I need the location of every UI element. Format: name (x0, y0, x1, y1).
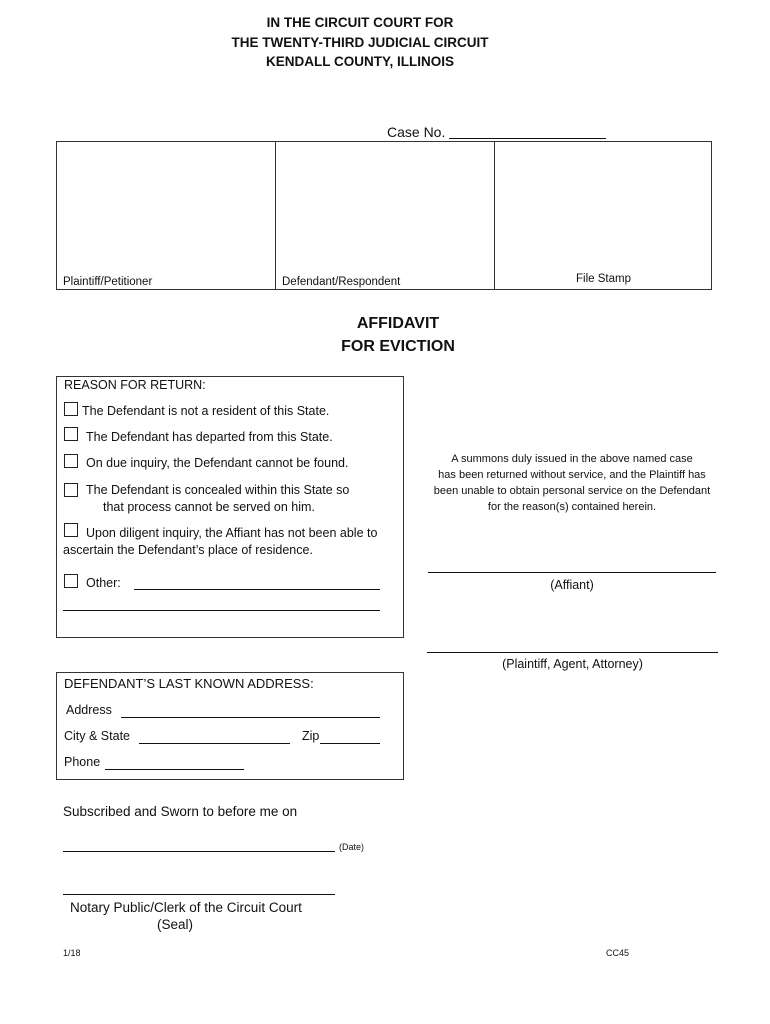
address-heading: DEFENDANT’S LAST KNOWN ADDRESS: (64, 676, 314, 691)
city-state-field[interactable] (139, 743, 290, 744)
other-reason-field-line2[interactable] (63, 610, 380, 611)
case-number-field[interactable] (449, 138, 606, 139)
plaintiff-agent-signature-line[interactable] (427, 652, 718, 653)
plaintiff-agent-label: (Plaintiff, Agent, Attorney) (502, 657, 643, 671)
reason-label-not-resident: The Defendant is not a resident of this State. (82, 404, 330, 418)
phone-field[interactable] (105, 769, 244, 770)
affiant-signature-line[interactable] (428, 572, 716, 573)
court-header-line1: IN THE CIRCUIT COURT FOR (266, 15, 454, 30)
reason-checkbox-not-found[interactable] (64, 454, 78, 468)
caption-divider (494, 141, 495, 290)
other-reason-field[interactable] (134, 589, 380, 590)
reason-label-concealed: The Defendant is concealed within this State so (86, 483, 350, 497)
reason-label-not-found: On due inquiry, the Defendant cannot be found. (86, 456, 349, 470)
reason-label-residence-unknown-cont: ascertain the Defendant’s place of residence. (63, 543, 313, 557)
summons-note-line1: A summons duly issued in the above named case (451, 453, 693, 465)
sworn-text: Subscribed and Sworn to before me on (63, 804, 298, 819)
court-header-line3: KENDALL COUNTY, ILLINOIS (265, 54, 454, 69)
court-header (0, 13, 720, 72)
defendant-field[interactable] (276, 142, 493, 270)
notary-signature-line[interactable] (63, 894, 335, 895)
summons-note (422, 451, 722, 515)
case-number-label: Case No. (387, 124, 446, 140)
reason-checkbox-concealed[interactable] (64, 483, 78, 497)
summons-note-line3: been unable to obtain personal service on the Defendant (433, 485, 711, 497)
zip-label: Zip (302, 729, 320, 743)
seal-label: (Seal) (157, 917, 194, 932)
reason-checkbox-residence-unknown[interactable] (64, 523, 78, 537)
form-title (0, 312, 770, 358)
summons-note-line4: for the reason(s) contained herein. (487, 501, 657, 513)
address-field[interactable] (121, 717, 380, 718)
defendant-label: Defendant/Respondent (282, 276, 401, 288)
reason-checkbox-departed[interactable] (64, 427, 78, 441)
reason-checkbox-other[interactable] (64, 574, 78, 588)
reason-label-other: Other: (86, 576, 121, 590)
city-state-label: City & State (64, 729, 130, 743)
phone-label: Phone (64, 755, 101, 769)
revision-date: 1/18 (63, 948, 81, 958)
court-header-line2: THE TWENTY-THIRD JUDICIAL CIRCUIT (231, 34, 489, 50)
notary-label: Notary Public/Clerk of the Circuit Court (70, 900, 302, 915)
form-title-line1: AFFIDAVIT (356, 315, 440, 332)
reason-label-departed: The Defendant has departed from this State. (86, 430, 333, 444)
affiant-label: (Affiant) (550, 578, 594, 592)
summons-note-line2: has been returned without service, and the Plaintiff has (438, 469, 706, 481)
sworn-date-field[interactable] (63, 851, 335, 852)
zip-field[interactable] (320, 743, 380, 744)
file-stamp-label: File Stamp (576, 273, 631, 285)
sworn-date-label: (Date) (339, 842, 365, 852)
reason-heading: REASON FOR RETURN: (64, 378, 206, 392)
reason-label-concealed-cont: that process cannot be served on him. (103, 500, 315, 514)
reason-label-residence-unknown: Upon diligent inquiry, the Affiant has not been able to (86, 526, 378, 540)
form-title-line2: FOR EVICTION (341, 338, 455, 355)
form-number: CC45 (606, 948, 630, 958)
reason-checkbox-not-resident[interactable] (64, 402, 78, 416)
address-label: Address (66, 703, 112, 717)
plaintiff-field[interactable] (57, 142, 274, 270)
plaintiff-label: Plaintiff/Petitioner (63, 276, 153, 288)
